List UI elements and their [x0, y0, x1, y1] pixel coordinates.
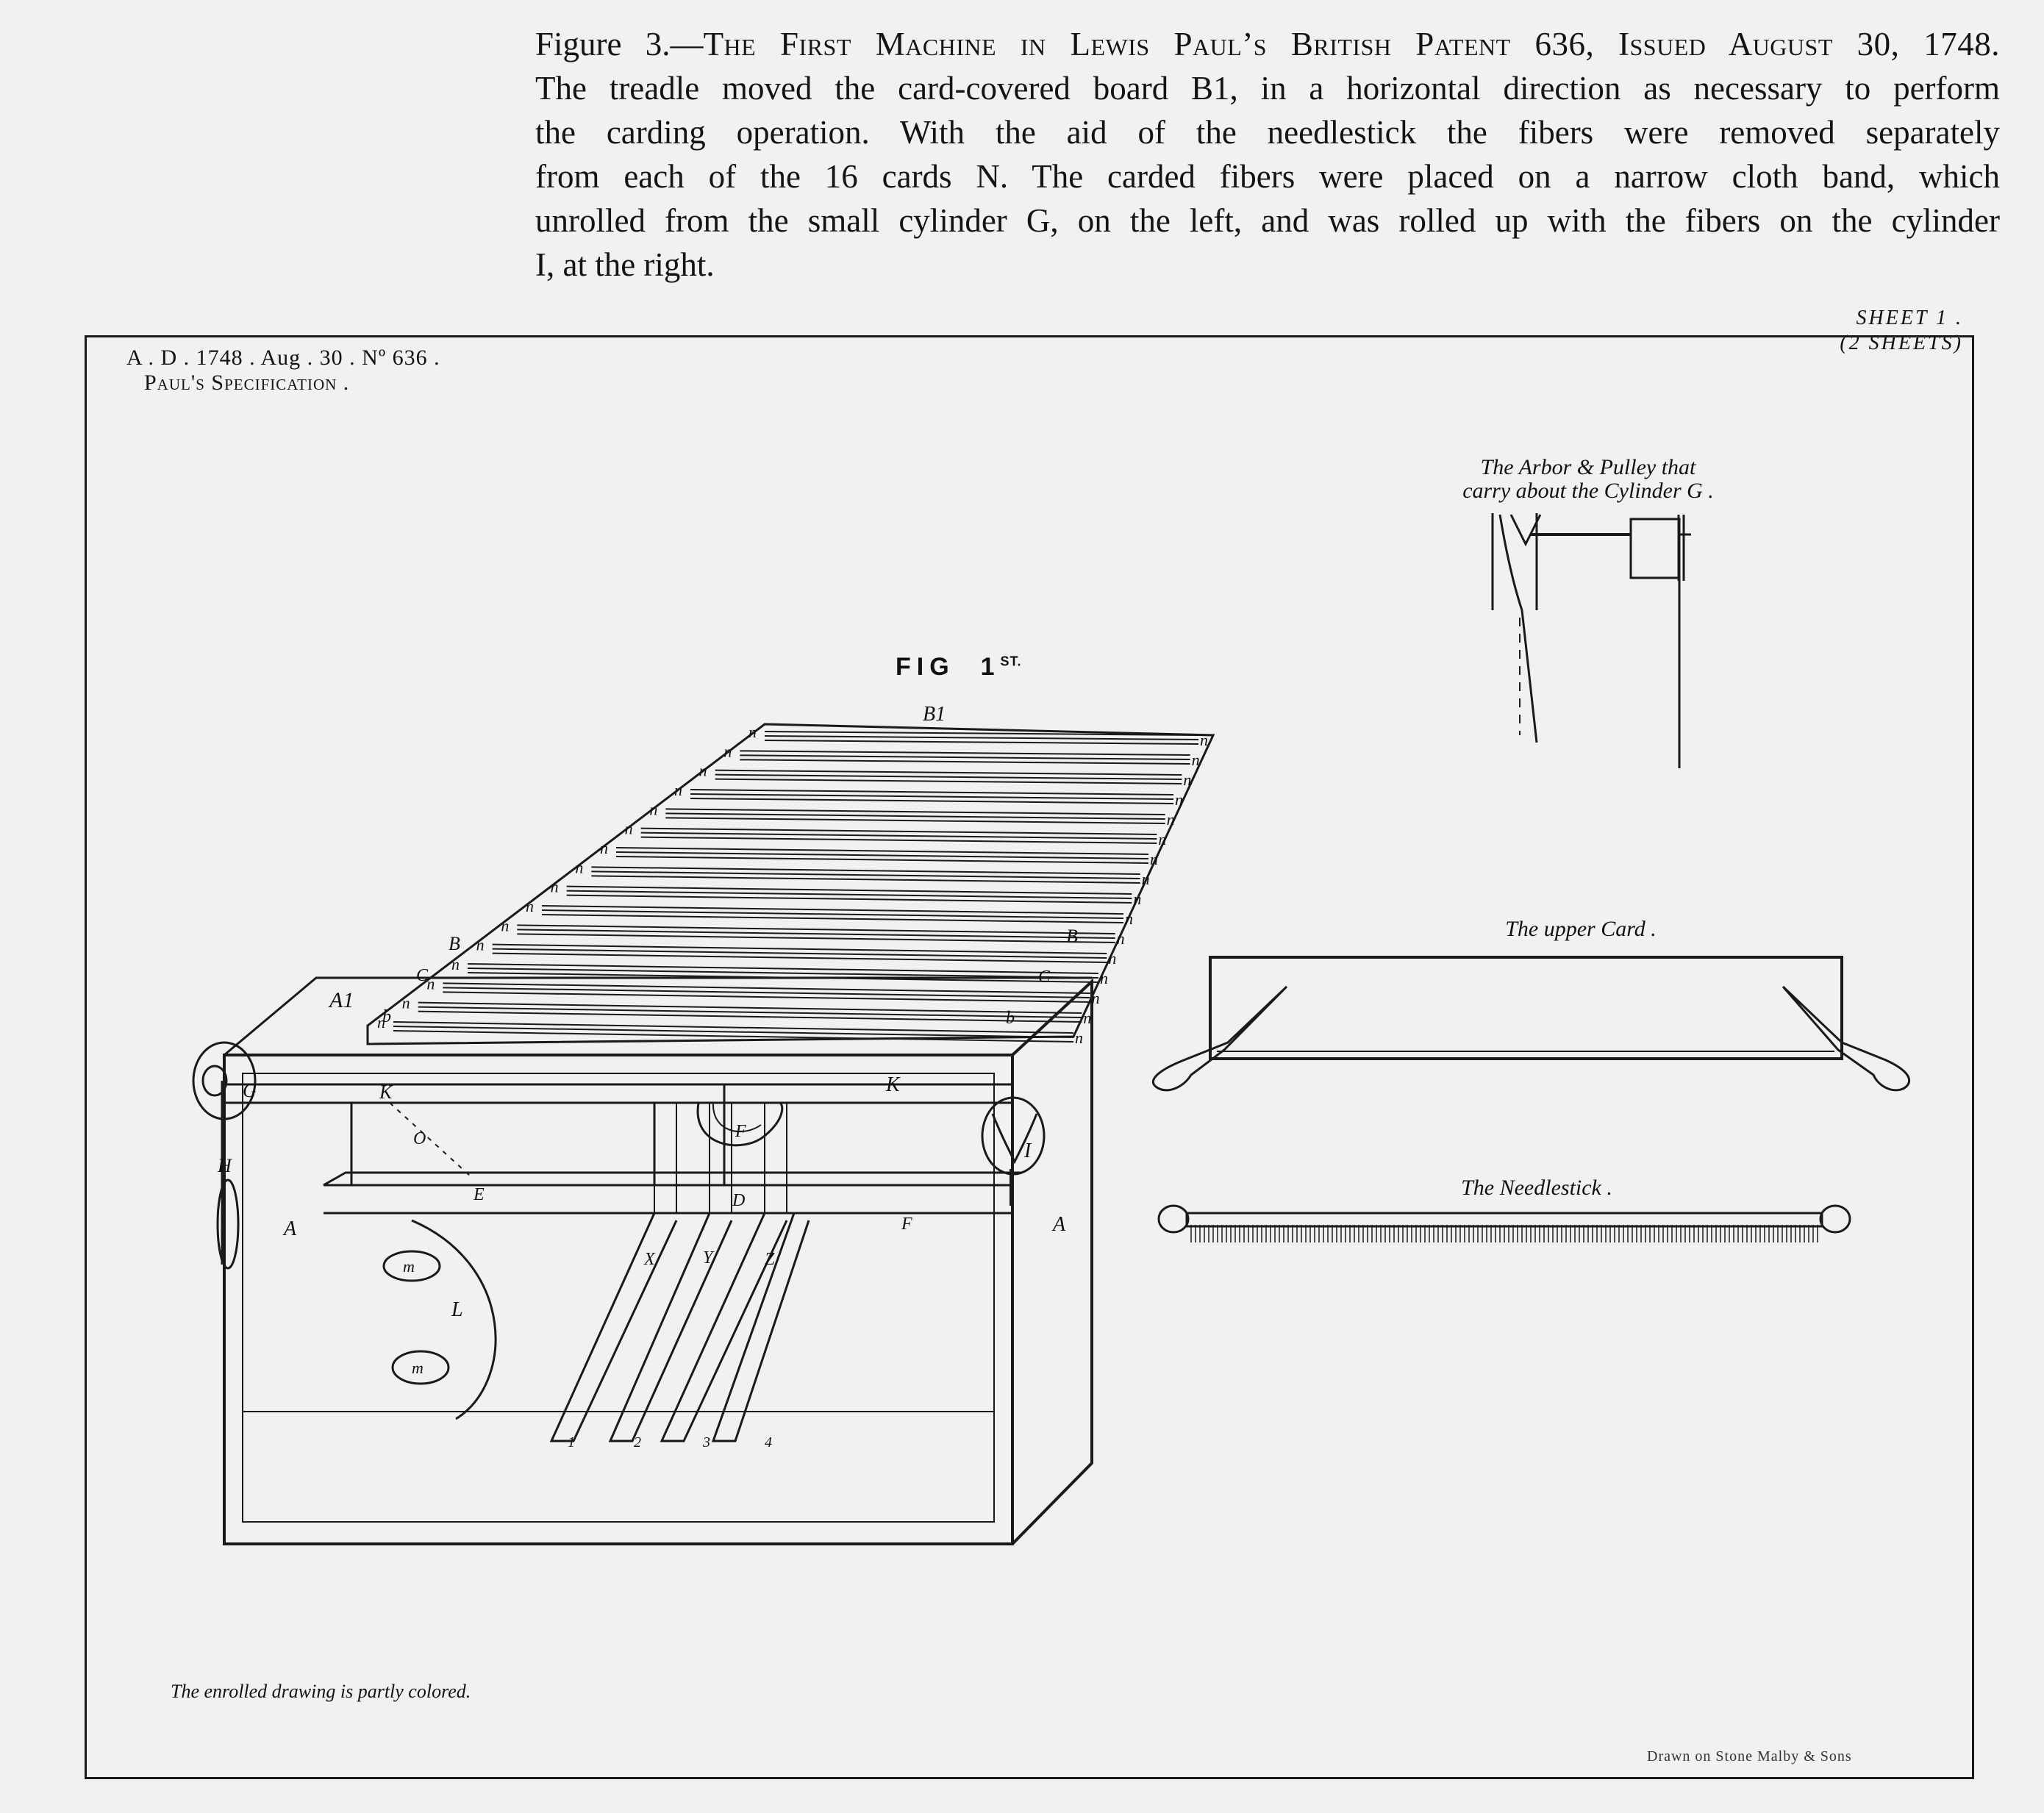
card-label-right: n	[1083, 1009, 1092, 1027]
arbor-title-line2: carry about the Cylinder G .	[1462, 479, 1714, 503]
card-label-left: n	[377, 1013, 385, 1031]
card-line	[542, 906, 1123, 914]
card-label-left: n	[401, 993, 410, 1012]
card-label-right: n	[1125, 909, 1133, 928]
card-label-right: n	[1108, 949, 1117, 968]
label-a-right: A	[1053, 1213, 1066, 1236]
card-label-left: n	[723, 742, 732, 761]
label-treadle-2: 2	[634, 1434, 641, 1451]
card-line	[765, 736, 1198, 740]
card-label-left: n	[575, 858, 584, 877]
card-line	[542, 915, 1123, 923]
card-line	[443, 987, 1090, 998]
card-label-right: n	[1116, 929, 1125, 948]
card-line	[690, 794, 1173, 799]
label-x: X	[644, 1250, 655, 1269]
sheet-number: SHEET 1 .	[1856, 307, 1963, 329]
figure-label-number: 1	[980, 653, 1001, 681]
label-h: H	[218, 1155, 232, 1176]
card-label-right: n	[1166, 810, 1175, 829]
card-label-left: n	[649, 800, 658, 819]
card-label-left: n	[600, 839, 608, 857]
figure-label-suffix: ST.	[1000, 654, 1022, 669]
card-label-right: n	[1200, 731, 1208, 749]
footer-credit: Drawn on Stone Malby & Sons	[1647, 1748, 1852, 1764]
card-line	[493, 945, 1107, 954]
label-f-shelf: F	[901, 1215, 912, 1234]
label-f-pulley: F	[735, 1122, 746, 1141]
card-line	[740, 759, 1190, 764]
card-line	[468, 964, 1098, 973]
card-label-right: n	[1075, 1029, 1083, 1047]
plate-specification: Paul's Specification .	[144, 371, 350, 395]
caption-line-2: the carding operation. With the aid of the needlestick the fibers were removed separately	[535, 114, 2000, 151]
card-line	[567, 895, 1132, 903]
upper-card-title: The upper Card .	[1505, 917, 1657, 941]
card-label-left: n	[526, 897, 534, 915]
card-line	[493, 954, 1107, 962]
card-line	[715, 770, 1182, 775]
label-l: L	[451, 1298, 463, 1321]
card-label-right: n	[1133, 890, 1142, 908]
caption-line-4: unrolled from the small cylinder G, on the left, and was rolled up with the fibers on the cylinder	[535, 202, 2000, 239]
footer-note: The enrolled drawing is partly colored.	[171, 1681, 471, 1702]
card-board-b1	[368, 724, 1213, 1044]
caption-line-5: I, at the right.	[535, 246, 715, 283]
card-line	[493, 949, 1107, 958]
card-line	[715, 775, 1182, 779]
card-line	[567, 887, 1132, 894]
caption-figure-number: Figure 3.—	[535, 26, 704, 62]
label-treadle-4: 4	[765, 1434, 772, 1451]
card-line	[517, 929, 1115, 938]
label-z: Z	[765, 1250, 775, 1269]
card-line	[517, 934, 1115, 943]
label-a1: A1	[329, 988, 354, 1012]
card-label-right: n	[1150, 850, 1158, 868]
card-label-right: n	[1100, 969, 1108, 987]
card-line	[715, 779, 1182, 784]
needlestick-title: The Needlestick .	[1461, 1176, 1612, 1200]
caption-line-1: The treadle moved the card-covered board B1, in a horizontal direction as necessary to perform	[535, 70, 2000, 107]
card-label-right: n	[1091, 989, 1100, 1007]
label-m-bottom: m	[412, 1359, 424, 1377]
needlestick-drawing	[1159, 1206, 1850, 1242]
label-m-top: m	[403, 1257, 415, 1276]
card-label-left: n	[624, 819, 633, 838]
arbor-pulley-drawing	[1493, 513, 1691, 768]
label-k-right: K	[886, 1073, 900, 1096]
card-label-left: n	[426, 974, 435, 993]
label-treadle-1: 1	[568, 1434, 575, 1451]
caption-title: The First Machine in Lewis Paul’s British Patent 636, Issued August 30, 1748.	[703, 26, 2000, 62]
label-b-right: B	[1066, 926, 1078, 947]
card-label-left: n	[674, 781, 682, 799]
machine-labels	[217, 703, 1208, 1451]
arbor-title-line1: The Arbor & Pulley that	[1480, 455, 1696, 479]
label-o: O	[413, 1129, 426, 1148]
card-label-left: n	[748, 723, 757, 741]
label-treadle-3: 3	[703, 1434, 710, 1451]
card-line	[517, 925, 1115, 934]
label-b-small-left: b	[382, 1007, 391, 1026]
card-label-left: n	[550, 877, 559, 896]
card-line	[567, 891, 1132, 898]
card-label-left: n	[476, 935, 485, 954]
label-k-left: K	[379, 1081, 393, 1103]
card-label-right: n	[1141, 870, 1150, 888]
card-label-right: n	[1183, 770, 1192, 789]
card-line	[765, 740, 1198, 744]
label-g: G	[243, 1080, 257, 1101]
caption-line-3: from each of the 16 cards N. The carded fibers were placed on a narrow cloth band, which	[535, 158, 2000, 195]
card-line	[690, 798, 1173, 804]
label-b1: B1	[923, 703, 946, 726]
card-label-left: n	[501, 916, 510, 935]
label-c-left: C	[416, 966, 429, 985]
label-d: D	[732, 1191, 746, 1210]
card-line	[690, 790, 1173, 795]
label-i: I	[1024, 1140, 1032, 1162]
figure-label-text: FIG	[896, 653, 955, 681]
label-c-right: C	[1038, 968, 1051, 987]
label-e: E	[474, 1185, 485, 1204]
card-label-right: n	[1175, 790, 1183, 809]
label-b-small-right: b	[1006, 1009, 1015, 1028]
machine-frame	[193, 978, 1092, 1544]
label-a-left: A	[284, 1217, 297, 1240]
card-label-right: n	[1158, 830, 1167, 848]
card-label-left: n	[451, 955, 460, 973]
upper-card-drawing	[1153, 957, 1909, 1090]
card-line	[740, 755, 1190, 759]
card-line	[443, 983, 1090, 993]
label-b-left: B	[449, 933, 460, 954]
card-line	[542, 910, 1123, 918]
card-line	[468, 968, 1098, 978]
label-y: Y	[703, 1248, 713, 1267]
plate-date-number: A . D . 1748 . Aug . 30 . Nº 636 .	[126, 346, 440, 370]
card-label-right: n	[1191, 751, 1200, 769]
sheet-count: (2 SHEETS)	[1840, 332, 1963, 354]
card-line	[443, 992, 1090, 1002]
card-line	[740, 751, 1190, 755]
card-label-left: n	[698, 761, 707, 780]
